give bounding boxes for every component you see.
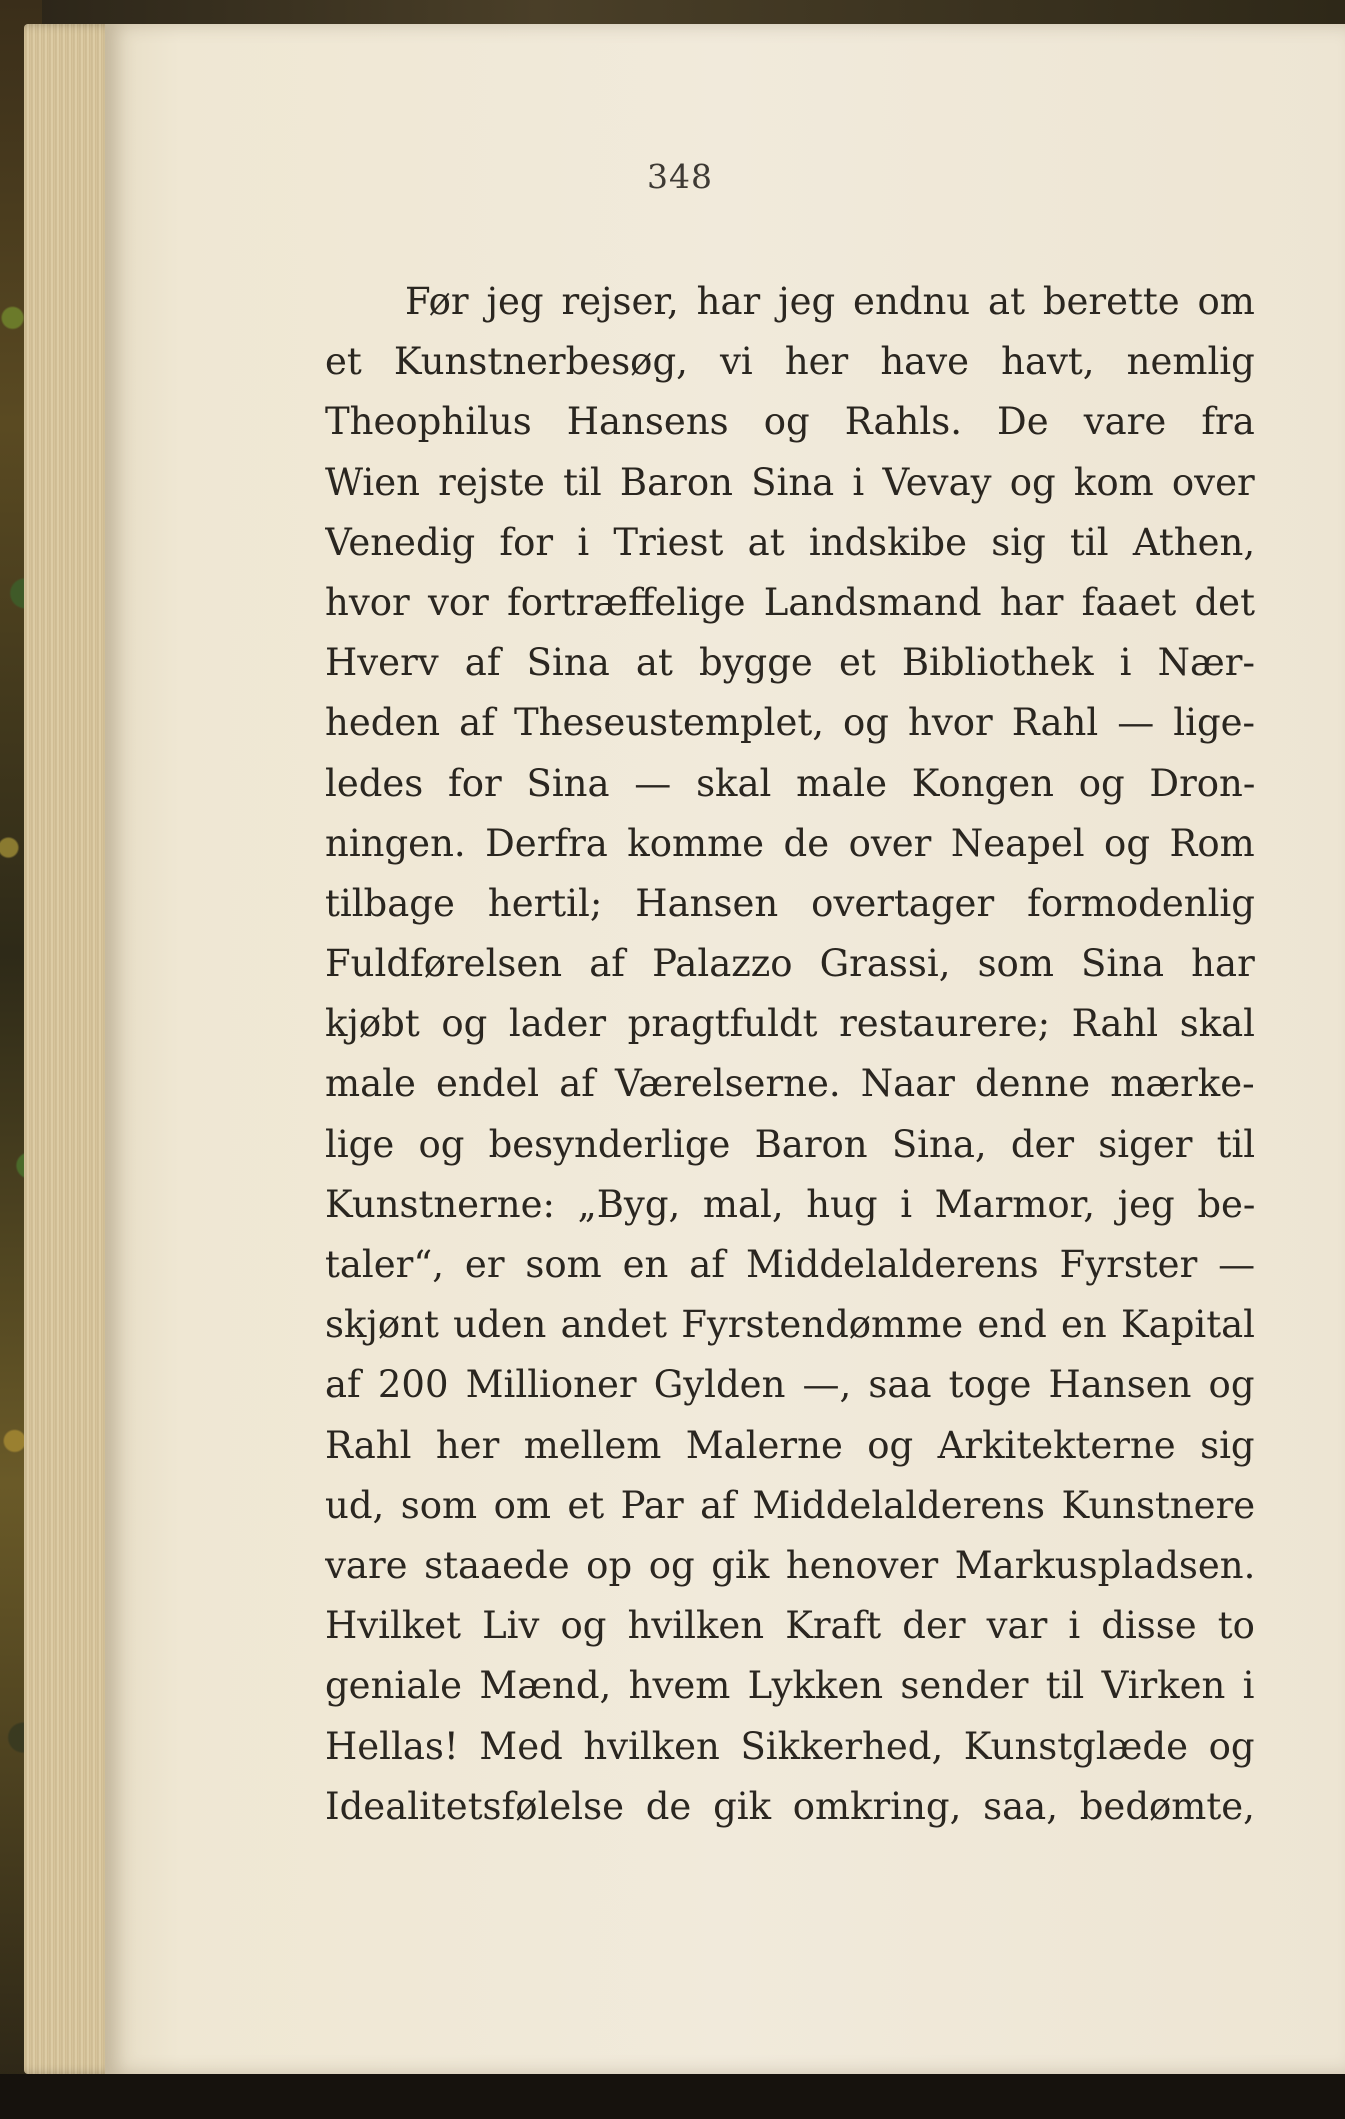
text-line: Før jeg rejser, har jeg endnu at berette om [405, 280, 1255, 323]
text-line: Fuldførelsen af Palazzo Grassi, som Sina har [325, 942, 1255, 986]
body-text [325, 272, 1255, 1837]
text-line: Venedig for i Triest at indskibe sig til Athen, [325, 520, 1255, 564]
text-line: Theophilus Hansens og Rahls. De vare fra [325, 400, 1255, 444]
text-line: ud, som om et Par af Middelalderens Kunstnere [325, 1483, 1255, 1527]
page-number: 348 [647, 157, 713, 196]
text-line: ledes for Sina — skal male Kongen og Dron- [325, 761, 1255, 805]
text-line: geniale Mænd, hvem Lykken sender til Virken i [325, 1664, 1255, 1708]
text-line: Wien rejste til Baron Sina i Vevay og kom over [325, 460, 1255, 504]
text-line: skjønt uden andet Fyrstendømme end en Kapital [325, 1303, 1255, 1347]
text-line: et Kunstnerbesøg, vi her have havt, nemlig [325, 340, 1255, 384]
text-line: Hellas! Med hvilken Sikkerhed, Kunstglæde og [325, 1724, 1255, 1768]
text-line: Hverv af Sina at bygge et Bibliothek i Nær- [325, 641, 1255, 685]
scan-top-edge [0, 0, 1345, 24]
text-line: kjøbt og lader pragtfuldt restaurere; Rahl skal [325, 1002, 1255, 1046]
text-line: hvor vor fortræffelige Landsmand har faaet det [325, 580, 1255, 624]
scan-bottom-edge [0, 2074, 1345, 2119]
text-line: Kunstnerne: „Byg, mal, hug i Marmor, jeg be- [325, 1182, 1255, 1226]
text-line: heden af Theseustemplet, og hvor Rahl — lige- [325, 701, 1255, 745]
text-line: Rahl her mellem Malerne og Arkitekterne sig [325, 1423, 1255, 1467]
text-line: Hvilket Liv og hvilken Kraft der var i disse to [325, 1604, 1255, 1648]
text-line: male endel af Værelserne. Naar denne mærke- [325, 1062, 1255, 1106]
text-line: tilbage hertil; Hansen overtager formodenlig [325, 881, 1255, 925]
text-line: Idealitetsfølelse de gik omkring, saa, bedømte, [325, 1784, 1255, 1828]
text-line: taler“, er som en af Middelalderens Fyrster — [325, 1243, 1255, 1286]
text-line: vare staaede op og gik henover Markuspladsen. [325, 1543, 1255, 1587]
text-line: ningen. Derfra komme de over Neapel og Rom [325, 821, 1255, 865]
text-line: af 200 Millioner Gylden —, saa toge Hansen og [325, 1363, 1255, 1407]
text-line: lige og besynderlige Baron Sina, der siger til [325, 1122, 1255, 1166]
